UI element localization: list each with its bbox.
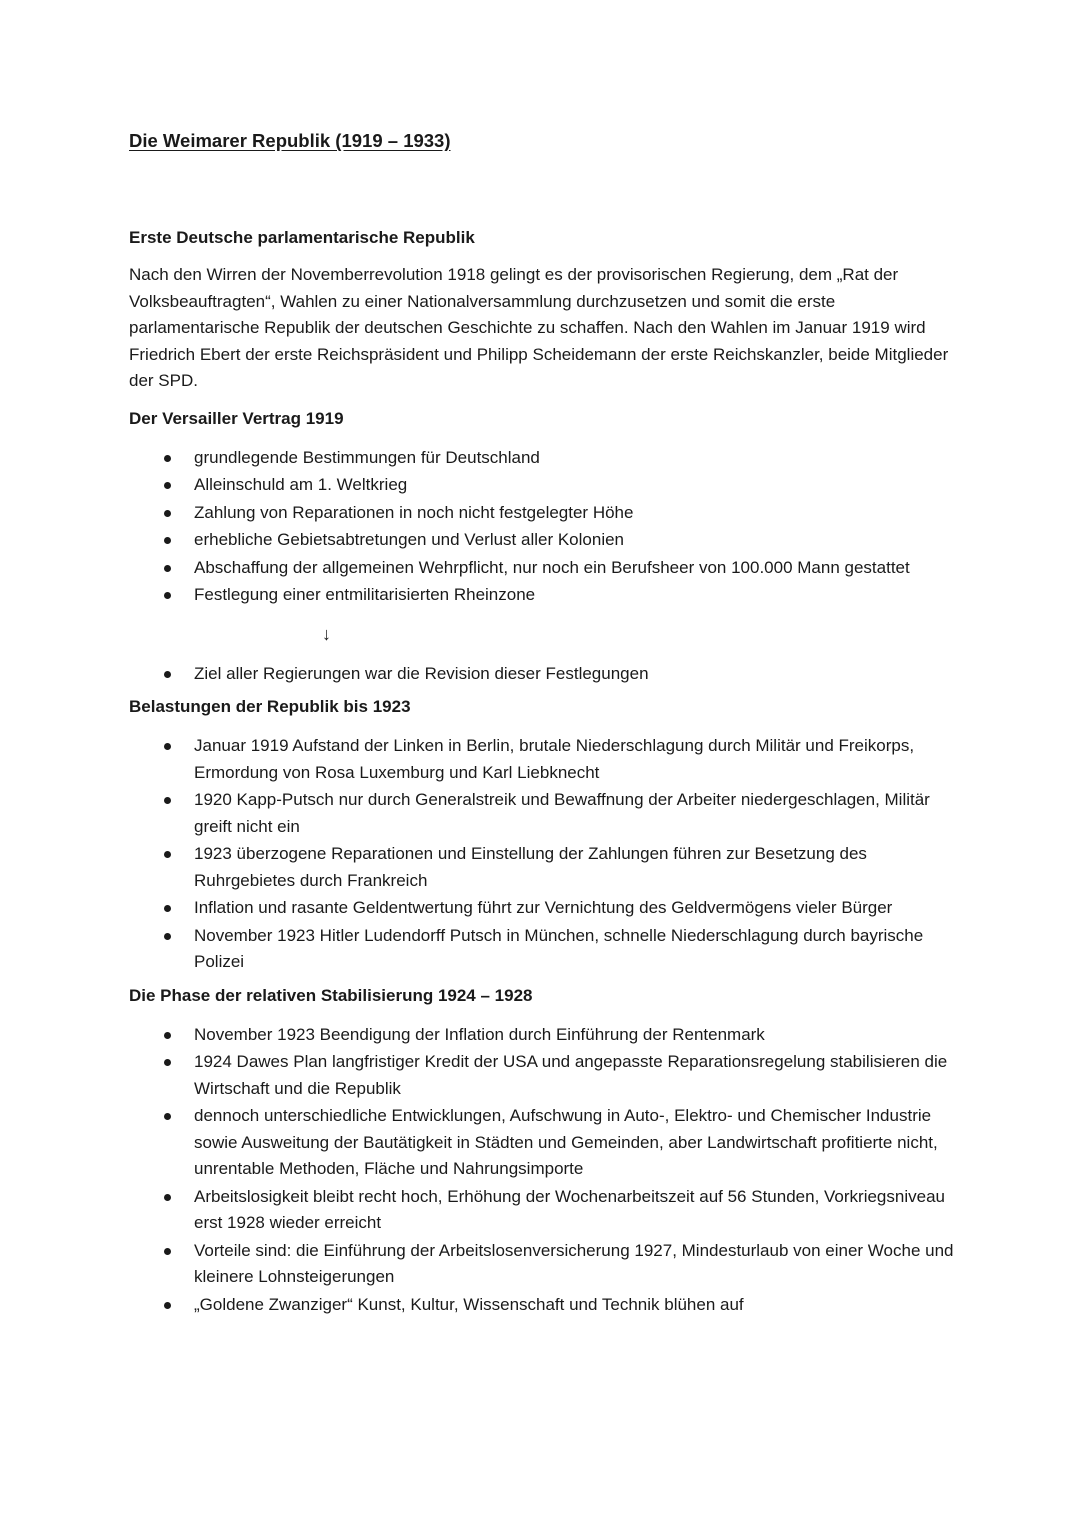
list-item: Festlegung einer entmilitarisierten Rheinzone	[129, 582, 954, 609]
list-item: November 1923 Hitler Ludendorff Putsch in München, schnelle Niederschlagung durch bayrische Polizei	[129, 923, 954, 976]
list-item: Ziel aller Regierungen war die Revision dieser Festlegungen	[129, 661, 954, 688]
list-item: erhebliche Gebietsabtretungen und Verlust aller Kolonien	[129, 527, 954, 554]
list-item: grundlegende Bestimmungen für Deutschland	[129, 445, 954, 472]
list-item: Januar 1919 Aufstand der Linken in Berlin, brutale Niederschlagung durch Militär und Freikorps, Ermordung von Rosa Luxemburg und Karl Liebknecht	[129, 733, 954, 786]
list-item: Vorteile sind: die Einführung der Arbeitslosenversicherung 1927, Mindesturlaub von einer Woche und kleinere Lohnsteigerungen	[129, 1238, 954, 1291]
list-item: „Goldene Zwanziger“ Kunst, Kultur, Wissenschaft und Technik blühen auf	[129, 1292, 954, 1319]
versailles-conclusion-list	[129, 661, 1080, 688]
document-title: Die Weimarer Republik (1919 – 1933)	[129, 130, 451, 151]
versailles-list	[129, 445, 1080, 609]
section-heading-republic: Erste Deutsche parlamentarische Republik	[129, 228, 475, 247]
list-item: Zahlung von Reparationen in noch nicht festgelegter Höhe	[129, 500, 954, 527]
down-arrow-icon: ↓	[322, 623, 331, 644]
list-item: November 1923 Beendigung der Inflation durch Einführung der Rentenmark	[129, 1022, 954, 1049]
list-item: Abschaffung der allgemeinen Wehrpflicht, nur noch ein Berufsheer von 100.000 Mann gestattet	[129, 555, 954, 582]
section-heading-stabilisation: Die Phase der relativen Stabilisierung 1924 – 1928	[129, 985, 533, 1005]
section-heading-burdens: Belastungen der Republik bis 1923	[129, 697, 411, 716]
list-item: Arbeitslosigkeit bleibt recht hoch, Erhöhung der Wochenarbeitszeit auf 56 Stunden, Vorkriegsniveau erst 1928 wieder erreicht	[129, 1184, 954, 1237]
section-heading-versailles: Der Versailler Vertrag 1919	[129, 408, 344, 428]
list-item: Inflation und rasante Geldentwertung führt zur Vernichtung des Geldvermögens vieler Bürger	[129, 895, 954, 922]
list-item: 1920 Kapp-Putsch nur durch Generalstreik und Bewaffnung der Arbeiter niedergeschlagen, Militär greift nicht ein	[129, 787, 954, 840]
section-text-republic: Nach den Wirren der Novemberrevolution 1918 gelingt es der provisorischen Regierung, dem „Rat der Volksbeauftragten“, Wahlen zu einer Nationalversammlung durchzusetzen und somit die erste parlamentarische Republik der deutschen Geschichte zu schaffen. Nach den Wahlen im Januar 1919 wird Friedrich Ebert der erste Reichspräsident und Philipp Scheidemann der erste Reichskanzler, beide Mitglieder der SPD.	[129, 265, 949, 390]
stabilisation-list	[129, 1022, 1080, 1319]
list-item: Alleinschuld am 1. Weltkrieg	[129, 472, 954, 499]
list-item: 1923 überzogene Reparationen und Einstellung der Zahlungen führen zur Besetzung des Ruhrgebietes durch Frankreich	[129, 841, 954, 894]
list-item: dennoch unterschiedliche Entwicklungen, Aufschwung in Auto-, Elektro- und Chemischer Industrie sowie Ausweitung der Bautätigkeit in Städten und Gemeinden, aber Landwirtschaft profitierte nicht, unrentable Methoden, Fläche und Nahrungsimporte	[129, 1103, 954, 1183]
list-item: 1924 Dawes Plan langfristiger Kredit der USA und angepasste Reparationsregelung stabilisieren die Wirtschaft und die Republik	[129, 1049, 954, 1102]
burdens-list	[129, 733, 1080, 976]
